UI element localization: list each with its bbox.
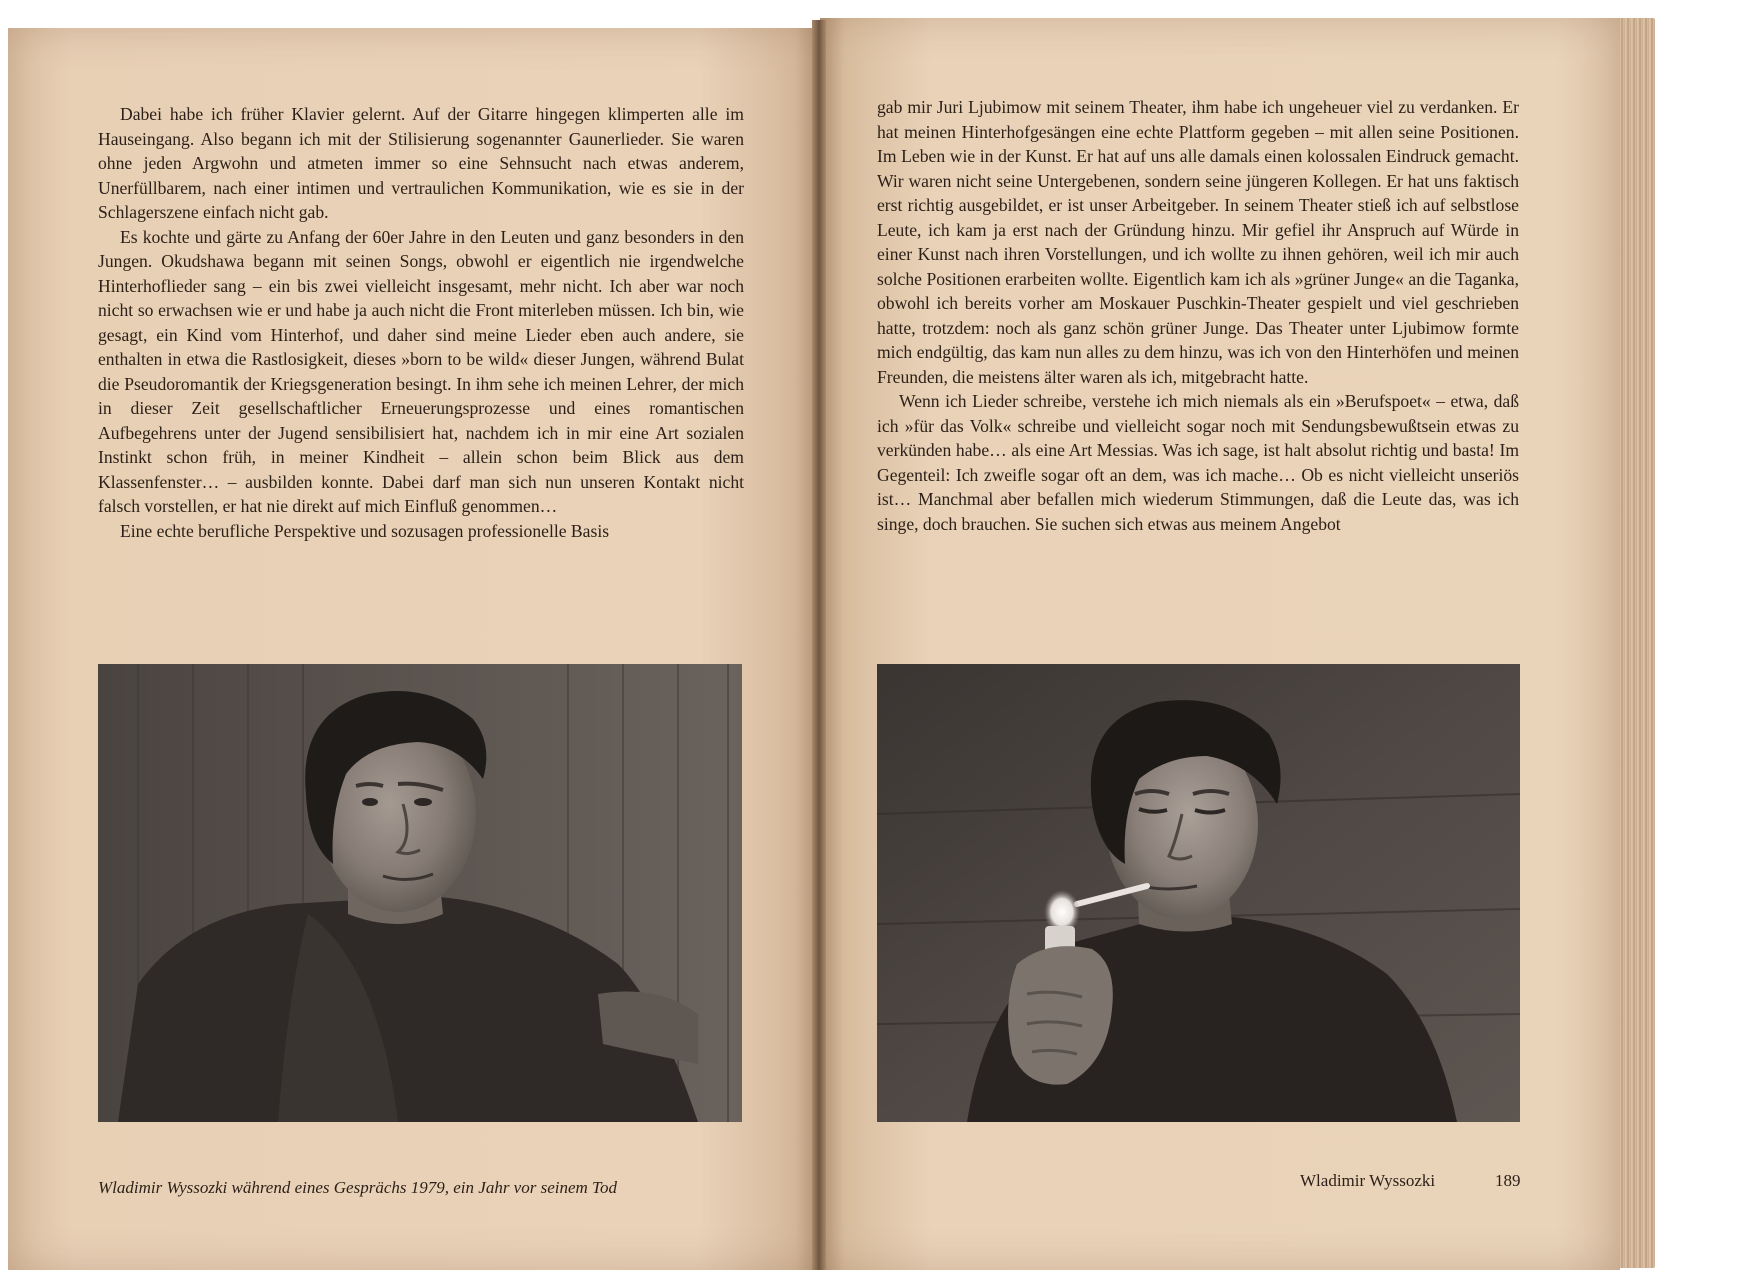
left-paragraph: Es kochte und gärte zu Anfang der 60er Jahre in den Leuten und ganz besonders in den Jungen. Okudshawa begann mit seinen Songs, obwohl er eigentlich nie irgendwelche Hinterhoflieder sang – ein bis zwei vielleicht insgesamt, mehr nicht. Ich aber war noch nicht so erwachsen wie er und habe ja auch nicht die Front miterleben müssen. Ich bin, wie gesagt, ein Kind vom Hinterhof, und daher sind meine Lieder eben auch andere, sie enthalten in etwa die Rastlosigkeit, dieses »born to be wild« dieser Jungen, während Bulat die Pseudoromantik der Kriegsgeneration besingt. In ihm sehe ich meinen Lehrer, der mich in dieser Zeit gesellschaftlicher Erneuerungsprozesse und eines romantischen Aufbegehrens unter der Jugend sensibilisiert hat, nachdem ich in mir eine Art sozialen Instinkt schon früh, in meiner Kindheit – allein schon beim Blick aus dem Klassenfenster… – ausbilden konnte. Dabei darf man sich nun unseren Kontakt nicht falsch vorstellen, er hat nie direkt auf mich Einfluß genommen… (98, 226, 744, 516)
book-gutter (812, 20, 826, 1270)
left-paragraph: Dabei habe ich früher Klavier gelernt. Auf der Gitarre hingegen klimperten alle im Hauseingang. Also begann ich mit der Stilisierung sogenannter Gaunerlieder. Sie waren ohne jeden Argwohn und atmeten immer so eine Sehnsucht nach etwas anderem, Unerfüllbarem, nach einer intimen und vertraulichen Kommunikation, wie es sie in der Schlagerszene einfach nicht gab. (98, 104, 744, 222)
portrait-photo-right (877, 664, 1520, 1122)
photo-caption: Wladimir Wyssozki während eines Gesprächs 1979, ein Jahr vor seinem Tod (98, 1178, 617, 1197)
right-paragraph: Wenn ich Lieder schreibe, verstehe ich mich niemals als ein »Berufspoet« – etwa, daß ich »für das Volk« schreibe und vielleicht sogar noch mit Sendungsbewußtsein etwas zu verkünden habe… als eine Art Messias. Was ich sage, ist halt absolut richtig und basta! Im Gegenteil: Ich zweifle sogar oft an dem, was ich mache… Ob es nicht vielleicht unseriös ist… Manchmal aber befallen mich wiederum Stimmungen, daß die Leute das, was ich singe, doch brauchen. Sie suchen sich etwas aus meinem Angebot (877, 391, 1519, 534)
portrait-photo-left (98, 664, 742, 1122)
left-page-text (98, 102, 744, 543)
right-paragraph: gab mir Juri Ljubimow mit seinem Theater, ihm habe ich ungeheuer viel zu verdanken. Er hat meinen Hinterhofgesängen eine echte Plattform gegeben – mit allen seine Positionen. Im Leben wie in der Kunst. Er hat auf uns alle damals einen kolossalen Eindruck gemacht. Wir waren nicht seine Untergebenen, sondern seine jüngeren Kollegen. Er hat uns faktisch erst richtig ausgebildet, er ist unser Arbeitgeber. In seinem Theater stieß ich auf selbstlose Leute, ich kam ja erst nach der Gründung hinzu. Mir gefiel ihr Anspruch auf Würde in einer Kunst nach ihren Vorstellungen, und ich wollte zu ihnen gehören, weil ich mir auch solche Positionen erarbeiten wollte. Eigentlich kam ich als »grüner Junge« an die Taganka, obwohl ich bereits vorher am Moskauer Puschkin-Theater gespielt und viel geschrieben hatte, trotzdem: noch als ganz schön grüner Junge. Das Theater unter Ljubimow formte mich endgültig, das kam nun alles zu dem hinzu, was ich von den Hinterhöfen und meinen Freunden, die meistens älter waren als ich, mitgebracht hatte. (877, 97, 1519, 387)
page-number: 189 (1495, 1171, 1521, 1190)
left-paragraph: Eine echte berufliche Perspektive und sozusagen professionelle Basis (120, 520, 610, 541)
right-page-text (877, 95, 1519, 536)
running-head: Wladimir Wyssozki (1300, 1171, 1436, 1190)
